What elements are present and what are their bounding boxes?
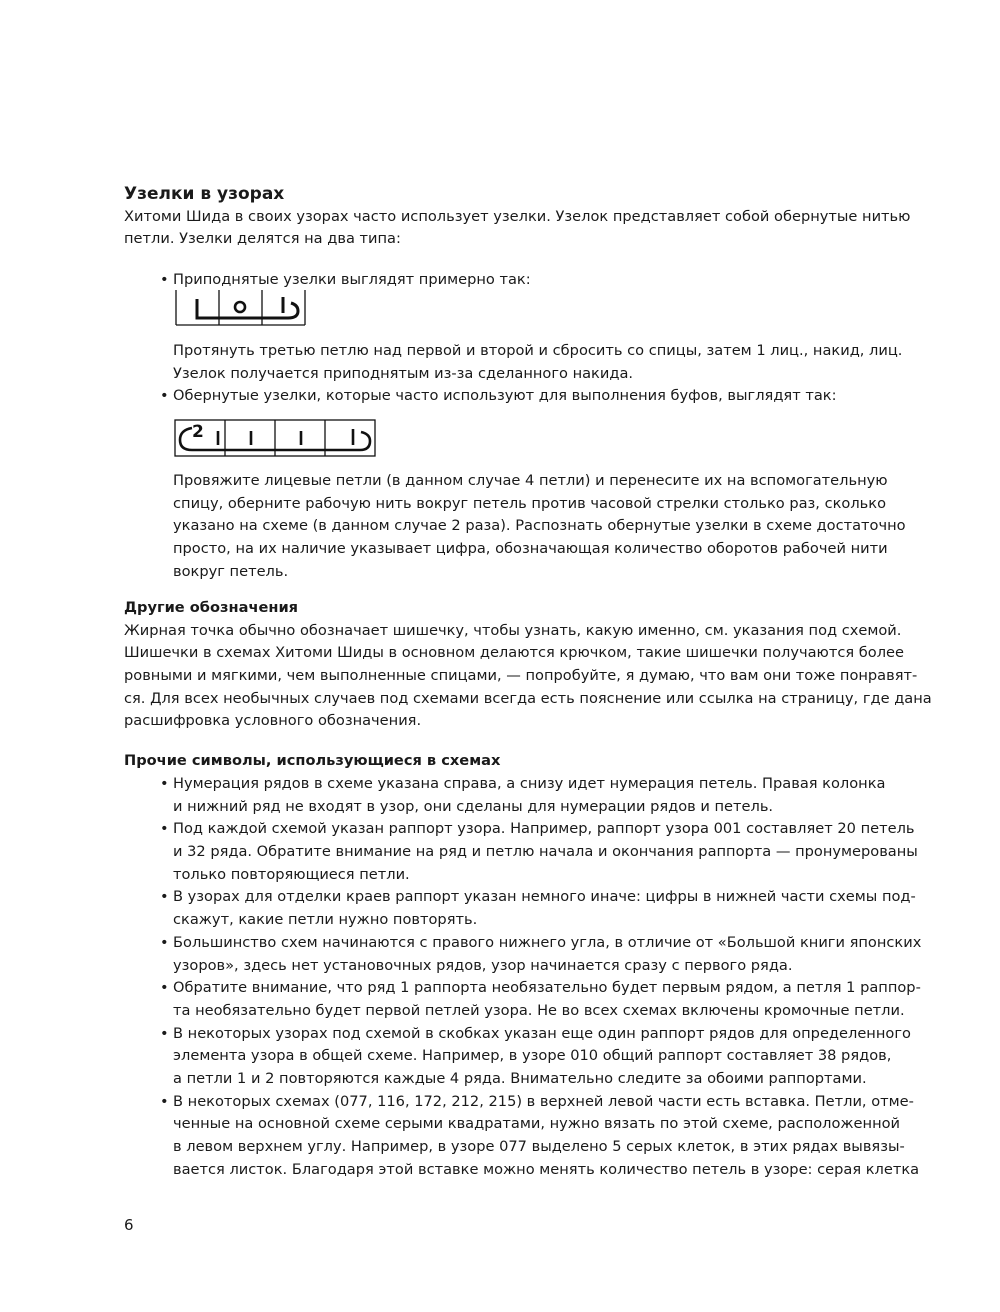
paragraph-line: вокруг петель. [173, 562, 289, 580]
list-line: узоров», здесь нет установочных рядов, узор начинается сразу с первого ряда. [173, 956, 793, 974]
list-line: • Под каждой схемой указан раппорт узора. Например, раппорт узора 001 составляет 20 петель [173, 818, 963, 841]
paragraph-line: ровными и мягкими, чем выполненные спицами, — попробуйте, я думаю, что вам они тоже понравят- [124, 667, 918, 685]
list-line: скажут, какие петли нужно повторять. [173, 911, 478, 929]
section-title: Прочие символы, использующиеся в схемах [124, 752, 501, 769]
raised-knots-description [173, 340, 963, 408]
section-misc-symbols-title [124, 750, 914, 773]
list-item [173, 977, 963, 1022]
misc-symbols-list [173, 773, 963, 1181]
section-title: Другие обозначения [124, 599, 299, 616]
paragraph-line: Протянуть третью петлю над первой и второй и сбросить со спицы, затем 1 лиц., накид, лиц. [173, 342, 903, 359]
list-line: • В узорах для отделки краев раппорт указан немного иначе: цифры в нижней части схемы под- [173, 886, 963, 909]
list-line: • В некоторых схемах (077, 116, 172, 212, 215) в верхней левой части есть вставка. Петли, отме- [173, 1091, 963, 1114]
wrapped-knots-description [173, 470, 963, 583]
page-number: 6 [124, 1216, 134, 1234]
paragraph-line: Жирная точка обычно обозначает шишечку, чтобы узнать, какую именно, см. указания под схемой. [124, 621, 902, 639]
list-item [173, 818, 963, 886]
list-line: вается листок. Благодаря этой вставке можно менять количество петель в узоре: серая клетка [173, 1160, 920, 1178]
raised-knot-diagram [170, 285, 315, 330]
list-item-label: • Приподнятые узелки выглядят примерно так: [173, 269, 963, 292]
section-title: Узелки в узорах [124, 184, 285, 204]
section-other-symbols [124, 597, 932, 733]
list-item [173, 1091, 963, 1182]
list-line: ченные на основной схеме серыми квадратами, нужно вязать по этой схеме, расположенной [173, 1115, 901, 1133]
paragraph-line: расшифровка условного обозначения. [124, 712, 422, 730]
list-item [173, 886, 963, 931]
list-line: а петли 1 и 2 повторяются каждые 4 ряда. Внимательно следите за обоими раппортами. [173, 1069, 867, 1087]
paragraph-line: спицу, оберните рабочую нить вокруг петель против часовой стрелки столько раз, сколько [173, 494, 887, 512]
paragraph-line: Узелок получается приподнятым из-за сделанного накида. [173, 364, 634, 382]
wrapped-knot-diagram [170, 415, 380, 461]
list-line: та необязательно будет первой петлей узора. Не во всех схемах включены кромочные петли. [173, 1001, 905, 1019]
list-line: и 32 ряда. Обратите внимание на ряд и петлю начала и окончания раппорта — пронумерованы [173, 843, 918, 861]
list-item [173, 773, 963, 818]
list-line: • Большинство схем начинаются с правого нижнего угла, в отличие от «Большой книги японских [173, 932, 963, 955]
list-line: • Обратите внимание, что ряд 1 раппорта необязательно будет первым рядом, а петля 1 раппор- [173, 977, 963, 1000]
list-line: элемента узора в общей схеме. Например, в узоре 010 общий раппорт составляет 38 рядов, [173, 1047, 892, 1065]
list-item [173, 932, 963, 977]
paragraph-line: Шишечки в схемах Хитоми Шиды в основном делаются крючком, такие шишечки получаются более [124, 644, 904, 662]
paragraph-line: Провяжите лицевые петли (в данном случае 4 петли) и перенесите их на вспомогательную [173, 472, 888, 489]
list-line: в левом верхнем углу. Например, в узоре 077 выделено 5 серых клеток, в этих рядах вывязы- [173, 1138, 905, 1155]
list-line: только повторяющиеся петли. [173, 865, 410, 883]
paragraph-line: ся. Для всех необычных случаев под схемами всегда есть пояснение или ссылка на страницу, где дана [124, 689, 932, 707]
paragraph-line: Хитоми Шида в своих узорах часто использует узелки. Узелок представляет собой обернутые нитью [124, 207, 911, 225]
list-item-label: • Обернутые узелки, которые часто используют для выполнения буфов, выглядят так: [173, 385, 963, 408]
list-line: • В некоторых узорах под схемой в скобках указан еще один раппорт рядов для определенного [173, 1023, 963, 1046]
list-line: и нижний ряд не входят в узор, они сделаны для нумерации рядов и петель. [173, 797, 774, 815]
section-knots [124, 183, 914, 251]
paragraph-line: петли. Узелки делятся на два типа: [124, 230, 401, 248]
list-line: • Нумерация рядов в схеме указана справа, а снизу идет нумерация петель. Правая колонка [173, 773, 963, 796]
wrap-count-number: 2 [192, 422, 204, 442]
list-item [173, 1023, 963, 1091]
paragraph-line: указано на схеме (в данном случае 2 раза). Распознать обернутые узелки в схеме достаточно [173, 517, 906, 535]
paragraph-line: просто, на их наличие указывает цифра, обозначающая количество оборотов рабочей нити [173, 540, 888, 558]
